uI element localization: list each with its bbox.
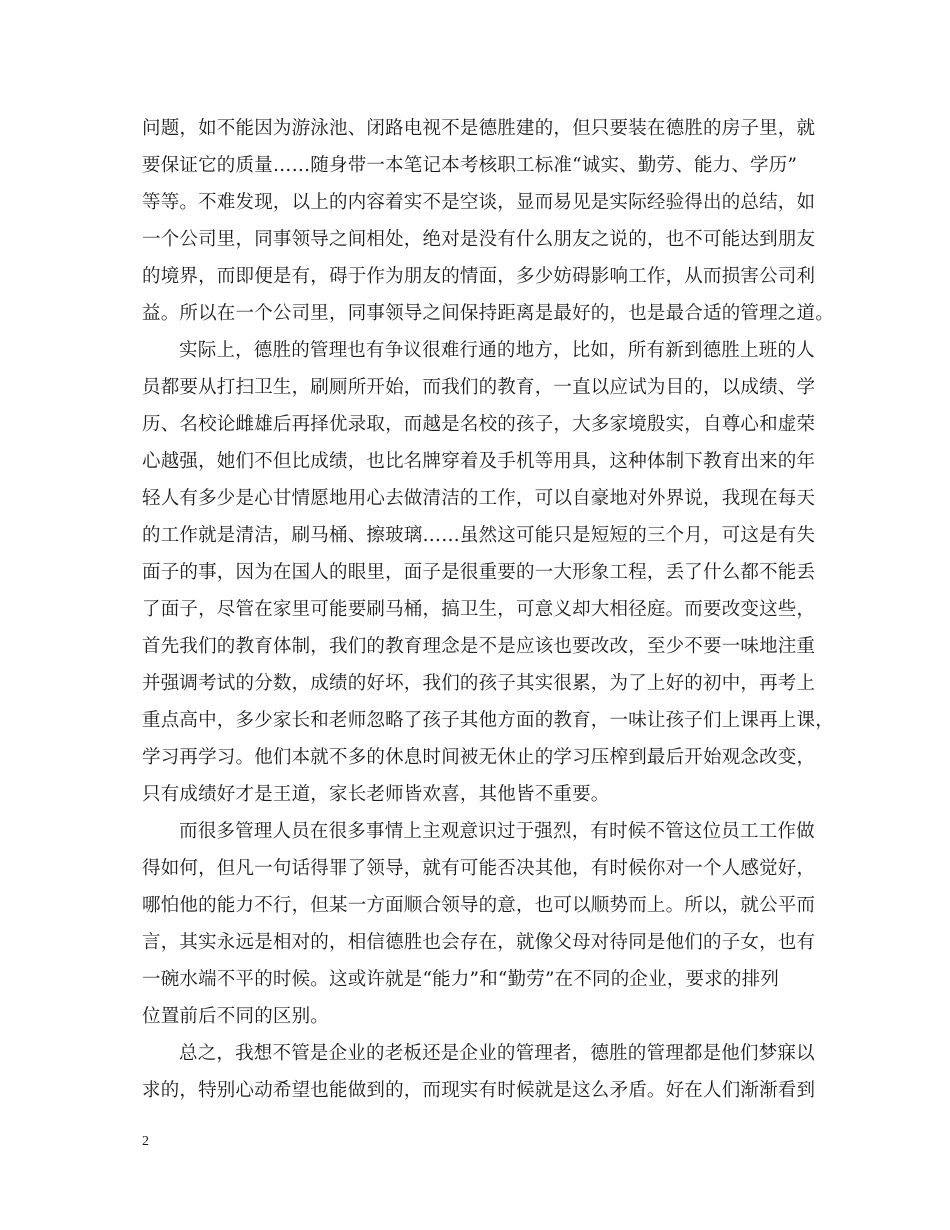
text-line: 员都要从打扫卫生，刷厕所开始，而我们的教育，一直以应试为目的，以成绩、学 — [142, 377, 816, 398]
text-line: 心越强，她们不但比成绩，也比名牌穿着及手机等用具，这种体制下教育出来的年 — [142, 451, 816, 472]
text-line: 了面子，尽管在家里可能要刷马桶，搞卫生，可意义却大相径庭。而要改变这些， — [142, 599, 816, 620]
text-line: 要保证它的质量……随身带一本笔记本考核职工标准“诚实、勤劳、能力、学历” — [142, 155, 798, 176]
text-line: 位置前后不同的区别。 — [142, 1006, 330, 1027]
text-line: 并强调考试的分数，成绩的好坏，我们的孩子其实很累，为了上好的初中，再考上 — [142, 673, 816, 694]
text-line: 学习再学习。他们本就不多的休息时间被无休止的学习压榨到最后开始观念改变， — [142, 747, 816, 768]
text-line: 求的，特别心动希望也能做到的，而现实有时候就是这么矛盾。好在人们渐渐看到 — [142, 1080, 816, 1101]
text-line: 言，其实永远是相对的，相信德胜也会存在，就像父母对待同是他们的子女，也有 — [142, 932, 816, 953]
text-line: 益。所以在一个公司里，同事领导之间保持距离是最好的，也是最合适的管理之道。 — [142, 303, 834, 324]
paragraph-1 — [142, 110, 834, 332]
text-line: 首先我们的教育体制，我们的教育理念是不是应该也要改改，至少不要一味地注重 — [142, 636, 816, 657]
text-line: 实际上，德胜的管理也有争议很难行通的地方，比如，所有新到德胜上班的人 — [179, 340, 815, 361]
text-line: 一个公司里，同事领导之间相处，绝对是没有什么朋友之说的，也不可能达到朋友 — [142, 229, 816, 250]
paragraph-3 — [142, 813, 820, 1035]
text-line: 总之，我想不管是企业的老板还是企业的管理者，德胜的管理都是他们梦寐以 — [179, 1043, 815, 1064]
text-line: 问题，如不能因为游泳池、闭路电视不是德胜建的，但只要装在德胜的房子里，就 — [142, 118, 816, 139]
page-number: 2 — [142, 1134, 149, 1149]
paragraph-2 — [142, 332, 834, 813]
paragraph-4 — [142, 1035, 820, 1109]
text-line: 哪怕他的能力不行，但某一方面顺合领导的意，也可以顺势而上。所以，就公平而 — [142, 895, 816, 916]
text-line: 只有成绩好才是王道，家长老师皆欢喜，其他皆不重要。 — [142, 784, 610, 805]
text-line: 等等。不难发现，以上的内容着实不是空谈，显而易见是实际经验得出的总结，如 — [142, 192, 816, 213]
text-line: 轻人有多少是心甘情愿地用心去做清洁的工作，可以自豪地对外界说，我现在每天 — [142, 488, 816, 509]
text-line: 的工作就是清洁，刷马桶、擦玻璃……虽然这可能只是短短的三个月，可这是有失 — [142, 525, 816, 546]
text-line: 得如何，但凡一句话得罪了领导，就有可能否决其他，有时候你对一个人感觉好， — [142, 858, 816, 879]
text-line: 历、名校论雌雄后再择优录取，而越是名校的孩子，大多家境殷实，自尊心和虚荣 — [142, 414, 816, 435]
text-line: 重点高中，多少家长和老师忽略了孩子其他方面的教育，一味让孩子们上课再上课， — [142, 710, 834, 731]
text-line: 面子的事，因为在国人的眼里，面子是很重要的一大形象工程，丢了什么都不能丢 — [142, 562, 816, 583]
text-line: 而很多管理人员在很多事情上主观意识过于强烈，有时候不管这位员工工作做 — [179, 821, 815, 842]
text-line: 的境界，而即便是有，碍于作为朋友的情面，多少妨碍影响工作，从而损害公司利 — [142, 266, 816, 287]
document-body — [142, 110, 834, 1109]
text-line: 一碗水端不平的时候。这或许就是“能力”和“勤劳”在不同的企业，要求的排列 — [142, 969, 780, 990]
